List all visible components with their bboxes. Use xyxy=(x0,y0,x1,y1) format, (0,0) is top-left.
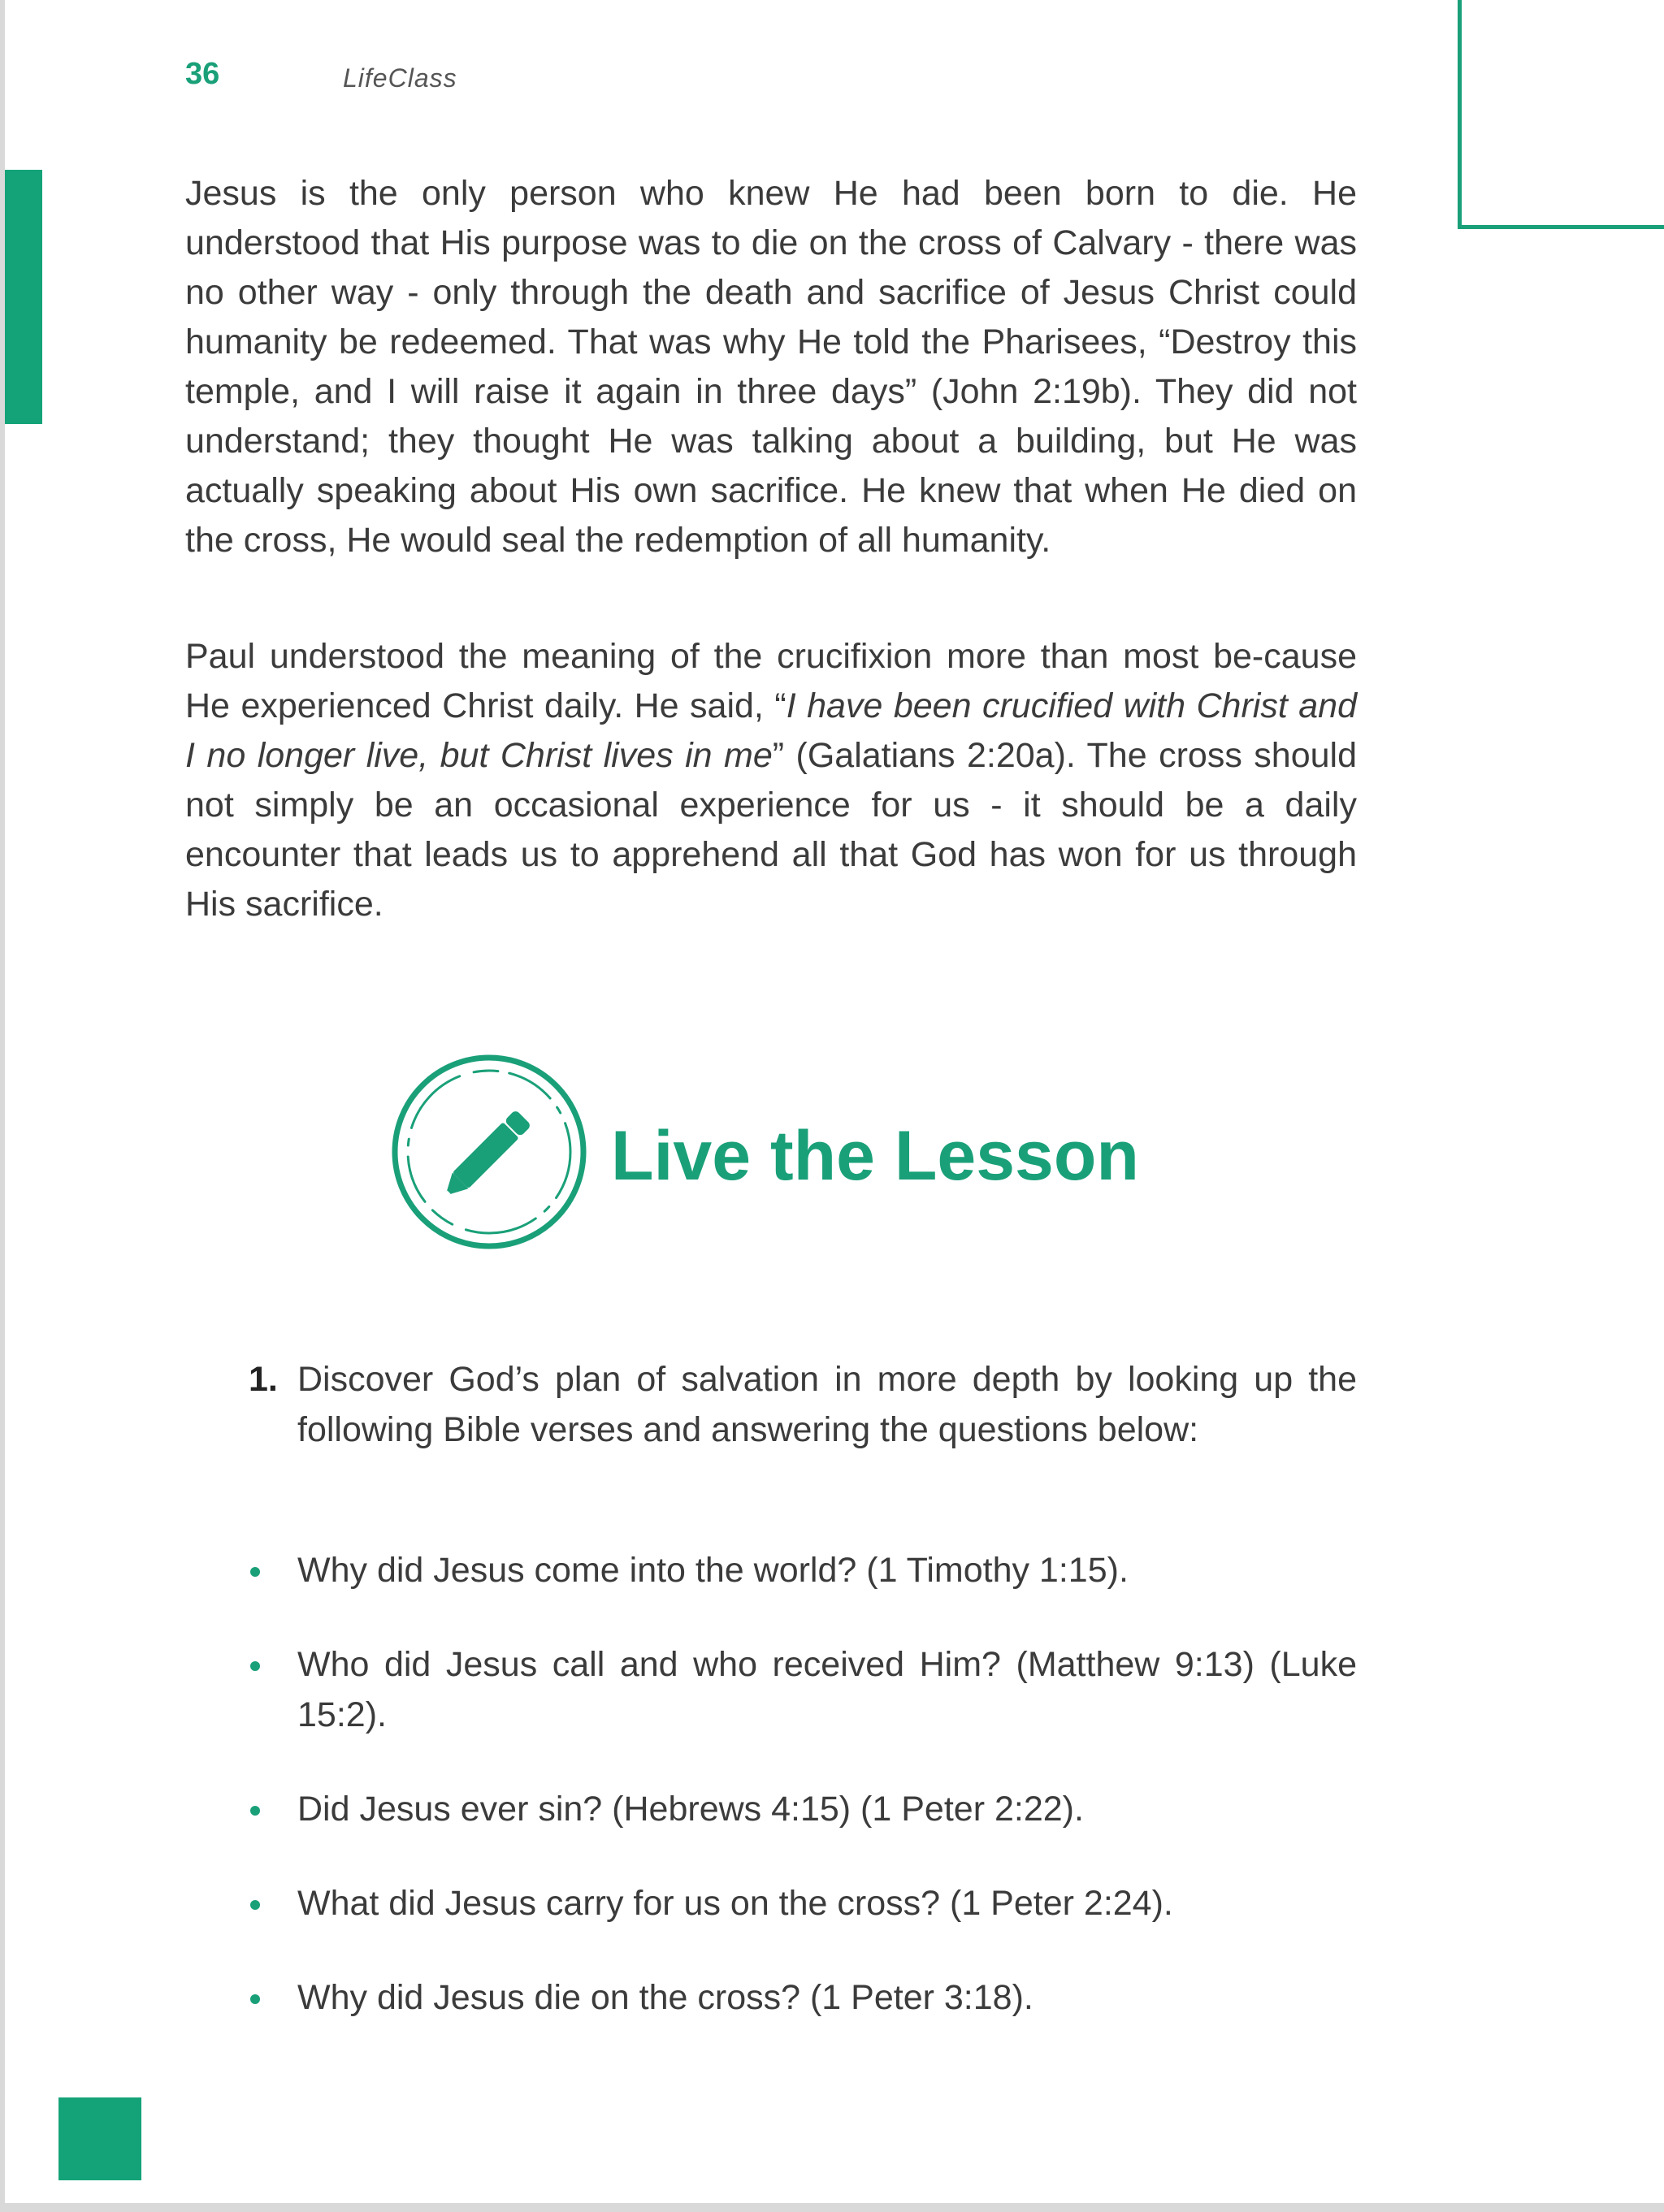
question-item xyxy=(249,1545,1357,1595)
page-number: 36 xyxy=(185,57,220,91)
section-title: Live the Lesson xyxy=(611,1117,1139,1195)
body-paragraph-1: Jesus is the only person who knew He had been born to die. He understood that His purpose was to die on the cross of Calvary - there was no other way - only through the death and sacrifice of Jesus Christ could humanity be redeemed. That was why He told the Pharisees, “Destroy this temple, and I will raise it again in three days” (John 2:19b). They did not understand; they thought He was talking about a building, but He was actually speaking about His own sacrifice. He knew that when He died on the cross, He would seal the redemption of all humanity. xyxy=(185,174,1357,560)
galatians-quote: I have been crucified with Christ and I no longer live, but Christ lives in me xyxy=(185,686,1357,775)
question-item xyxy=(249,1784,1357,1834)
paragraph-2-lead: Paul understood the meaning of the crucifixion more than most be-cause He experienced Christ daily. He said, “ xyxy=(185,637,1357,725)
question-text: Why did Jesus come into the world? (1 Timothy 1:15). xyxy=(297,1551,1129,1590)
question-item xyxy=(249,1639,1357,1740)
pencil-circle-icon xyxy=(390,1053,588,1251)
corner-frame-decoration xyxy=(1458,0,1664,229)
question-text: Did Jesus ever sin? (Hebrews 4:15) (1 Peter 2:22). xyxy=(297,1790,1084,1829)
corner-square-decoration xyxy=(58,2097,141,2180)
question-text: Why did Jesus die on the cross? (1 Peter 3:18). xyxy=(297,1978,1034,2017)
numbered-instruction xyxy=(249,1354,1357,1455)
question-text: Who did Jesus call and who received Him? (Matthew 9:13) (Luke 15:2). xyxy=(297,1645,1357,1734)
body-paragraph-2 xyxy=(185,632,1357,929)
question-item xyxy=(249,1878,1357,1928)
question-text: What did Jesus carry for us on the cross? (1 Peter 2:24). xyxy=(297,1884,1173,1923)
question-item xyxy=(249,1972,1357,2023)
side-tab-marker xyxy=(5,170,42,424)
instruction-text: Discover God’s plan of salvation in more depth by looking up the following Bible verses and answering the questions below: xyxy=(297,1360,1357,1449)
bullet-dot-icon xyxy=(250,1994,260,2004)
bullet-dot-icon xyxy=(250,1661,260,1671)
bullet-dot-icon xyxy=(250,1900,260,1910)
running-title: LifeClass xyxy=(343,63,457,93)
instruction-number: 1. xyxy=(249,1360,278,1399)
book-page xyxy=(5,0,1664,2203)
question-list xyxy=(249,1545,1357,2067)
bullet-dot-icon xyxy=(250,1567,260,1577)
paragraph-2-tail: ” (Galatians 2:20a). The cross should not simply be an occasional experience for us - it should be a daily encounter that leads us to apprehend all that God has won for us through His sacrifice. xyxy=(185,736,1357,924)
bullet-dot-icon xyxy=(250,1806,260,1816)
